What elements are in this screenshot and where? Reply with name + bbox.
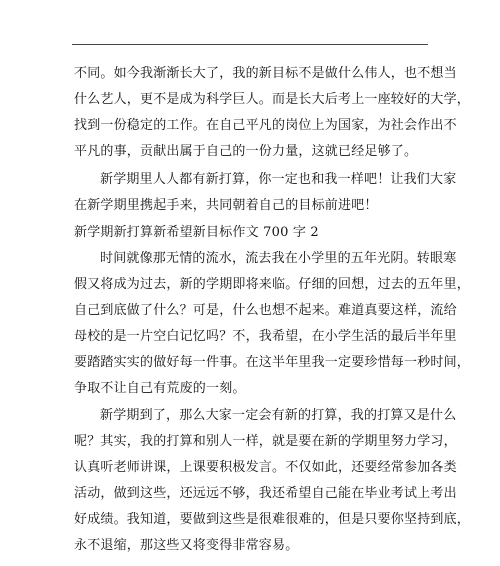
paragraph-line: 母校的是一片空白记忆吗？不，我希望，在小学生活的最后半年里 — [74, 329, 457, 344]
paragraph-line: 活动，做到这些，还远远不够，我还希望自己能在毕业考试上考出 — [74, 486, 457, 501]
paragraph-line: 什么艺人，更不是成为科学巨人。而是长大后考上一座较好的大学， — [74, 92, 471, 107]
paragraph-line: 找到一份稳定的工作。在自己平凡的岗位上为国家，为社会作出不 — [74, 118, 457, 133]
paragraph-line: 假又将成为过去，新的学期即将来临。仔细的回想，过去的五年里， — [74, 277, 471, 292]
paragraph-line: 不同。如今我渐渐长大了，我的新目标不是做什么伟人，也不想当 — [74, 66, 457, 81]
paragraph-line: 永不退缩，那这些又将变得非常容易。 — [74, 538, 299, 553]
paragraph-line: 在新学期里携起手来，共同朝着自己的目标前进吧！ — [74, 198, 378, 213]
section-title: 新学期新打算新希望新目标作文 700 字 2 — [74, 225, 319, 240]
paragraph-line: 争取不让自己有荒废的一刻。 — [74, 381, 246, 396]
paragraph-line: 时间就像那无情的流水，流去我在小学里的五年光阴。转眼寒 — [100, 251, 457, 266]
paragraph-line: 新学期里人人都有新打算，你一定也和我一样吧！让我们大家 — [100, 172, 457, 187]
paragraph-line: 平凡的事，贡献出属于自己的一份力量，这就已经足够了。 — [74, 144, 418, 159]
paragraph-line: 自己到底做了什么？可是，什么也想不起来。难道真要这样，流给 — [74, 303, 457, 318]
paragraph-line: 要踏踏实实的做好每一件事。在这半年里我一定要珍惜每一秒时间， — [74, 355, 471, 370]
paragraph-line: 好成绩。我知道，要做到这些是很难很难的，但是只要你坚持到底， — [74, 512, 471, 527]
paragraph-line: 认真听老师讲课，上课要积极发言。不仅如此，还要经常参加各类 — [74, 460, 457, 475]
paragraph-line: 新学期到了，那么大家一定会有新的打算，我的打算又是什么 — [100, 408, 457, 423]
paragraph-line: 呢？其实，我的打算和别人一样，就是要在新的学期里努力学习， — [74, 434, 457, 449]
header-rule — [72, 44, 428, 45]
